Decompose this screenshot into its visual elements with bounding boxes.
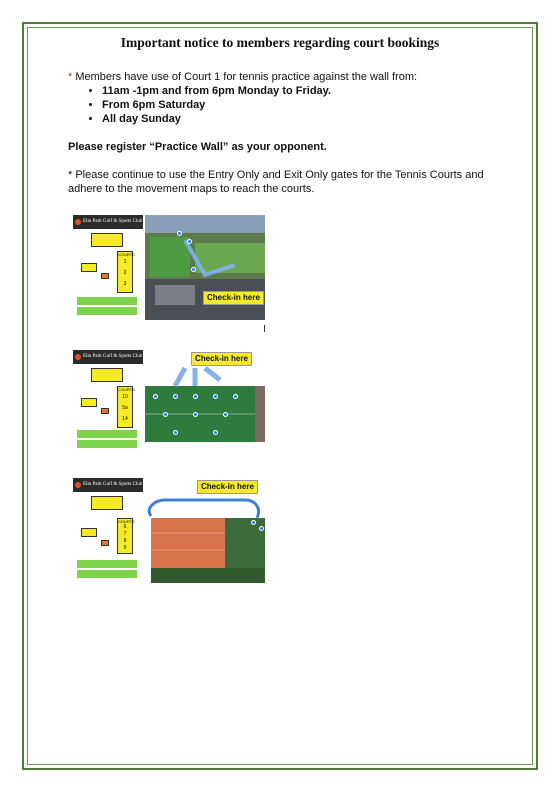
exit-marker xyxy=(101,273,109,279)
position-marker-icon xyxy=(259,526,264,531)
time-item: • 11am -1pm and from 6pm Monday to Friday. xyxy=(102,84,508,98)
courts-box: COURTS 6 7 8 9 xyxy=(117,518,133,554)
info-bar xyxy=(77,297,137,305)
position-marker-icon xyxy=(223,412,228,417)
map-key-box xyxy=(91,233,123,247)
gates-text: Please continue to use the Entry Only and Exit Only gates for the Tennis Courts and adhere to the movement maps to reach the courts. xyxy=(68,169,484,195)
position-marker-icon xyxy=(213,394,218,399)
info-bar xyxy=(77,570,137,578)
club-logo-icon xyxy=(75,219,81,225)
club-logo-icon xyxy=(75,354,81,360)
gates-paragraph xyxy=(68,168,508,196)
practice-times-list xyxy=(68,84,508,126)
time-item: • From 6pm Saturday xyxy=(102,98,508,112)
intro-asterisk: * xyxy=(68,71,73,83)
movement-map-1 xyxy=(73,215,265,320)
notice-title: Important notice to members regarding court bookings xyxy=(120,35,440,50)
position-marker-icon xyxy=(213,430,218,435)
notice-body xyxy=(68,70,508,196)
club-header: Elm Park Golf & Sports Club xyxy=(73,215,143,229)
position-marker-icon xyxy=(153,394,158,399)
info-bar xyxy=(77,307,137,315)
gates-asterisk: * xyxy=(68,169,73,181)
time-item: • All day Sunday xyxy=(102,112,508,126)
position-marker-icon xyxy=(163,412,168,417)
club-logo-icon xyxy=(75,482,81,488)
courts-box: COURTS 10 5a 14 xyxy=(117,386,133,428)
exit-marker xyxy=(101,408,109,414)
check-in-label: Check-in here xyxy=(191,352,252,366)
check-in-label: Check-in here xyxy=(203,291,264,305)
position-marker-icon xyxy=(173,430,178,435)
gate-box xyxy=(81,398,97,407)
text-cursor xyxy=(264,325,265,332)
position-marker-icon xyxy=(173,394,178,399)
map-key-box xyxy=(91,496,123,510)
exit-marker xyxy=(101,540,109,546)
check-in-label: Check-in here xyxy=(197,480,258,494)
info-bar xyxy=(77,560,137,568)
position-marker-icon xyxy=(177,231,182,236)
position-marker-icon xyxy=(251,520,256,525)
intro-paragraph xyxy=(68,70,508,84)
map-key-box xyxy=(91,368,123,382)
movement-map-3 xyxy=(73,478,265,583)
gate-box xyxy=(81,528,97,537)
movement-map-2 xyxy=(73,350,265,455)
position-marker-icon xyxy=(187,239,192,244)
gate-box xyxy=(81,263,97,272)
register-instruction: Please register “Practice Wall” as your opponent. xyxy=(68,141,327,153)
position-marker-icon xyxy=(193,412,198,417)
info-bar xyxy=(77,430,137,438)
position-marker-icon xyxy=(233,394,238,399)
club-header: Elm Park Golf & Sports Club xyxy=(73,350,143,364)
club-header: Elm Park Golf & Sports Club xyxy=(73,478,143,492)
info-bar xyxy=(77,440,137,448)
position-marker-icon xyxy=(191,267,196,272)
position-marker-icon xyxy=(193,394,198,399)
courts-box: COURTS 1 2 3 xyxy=(117,251,133,293)
intro-text: Members have use of Court 1 for tennis practice against the wall from: xyxy=(72,71,418,83)
